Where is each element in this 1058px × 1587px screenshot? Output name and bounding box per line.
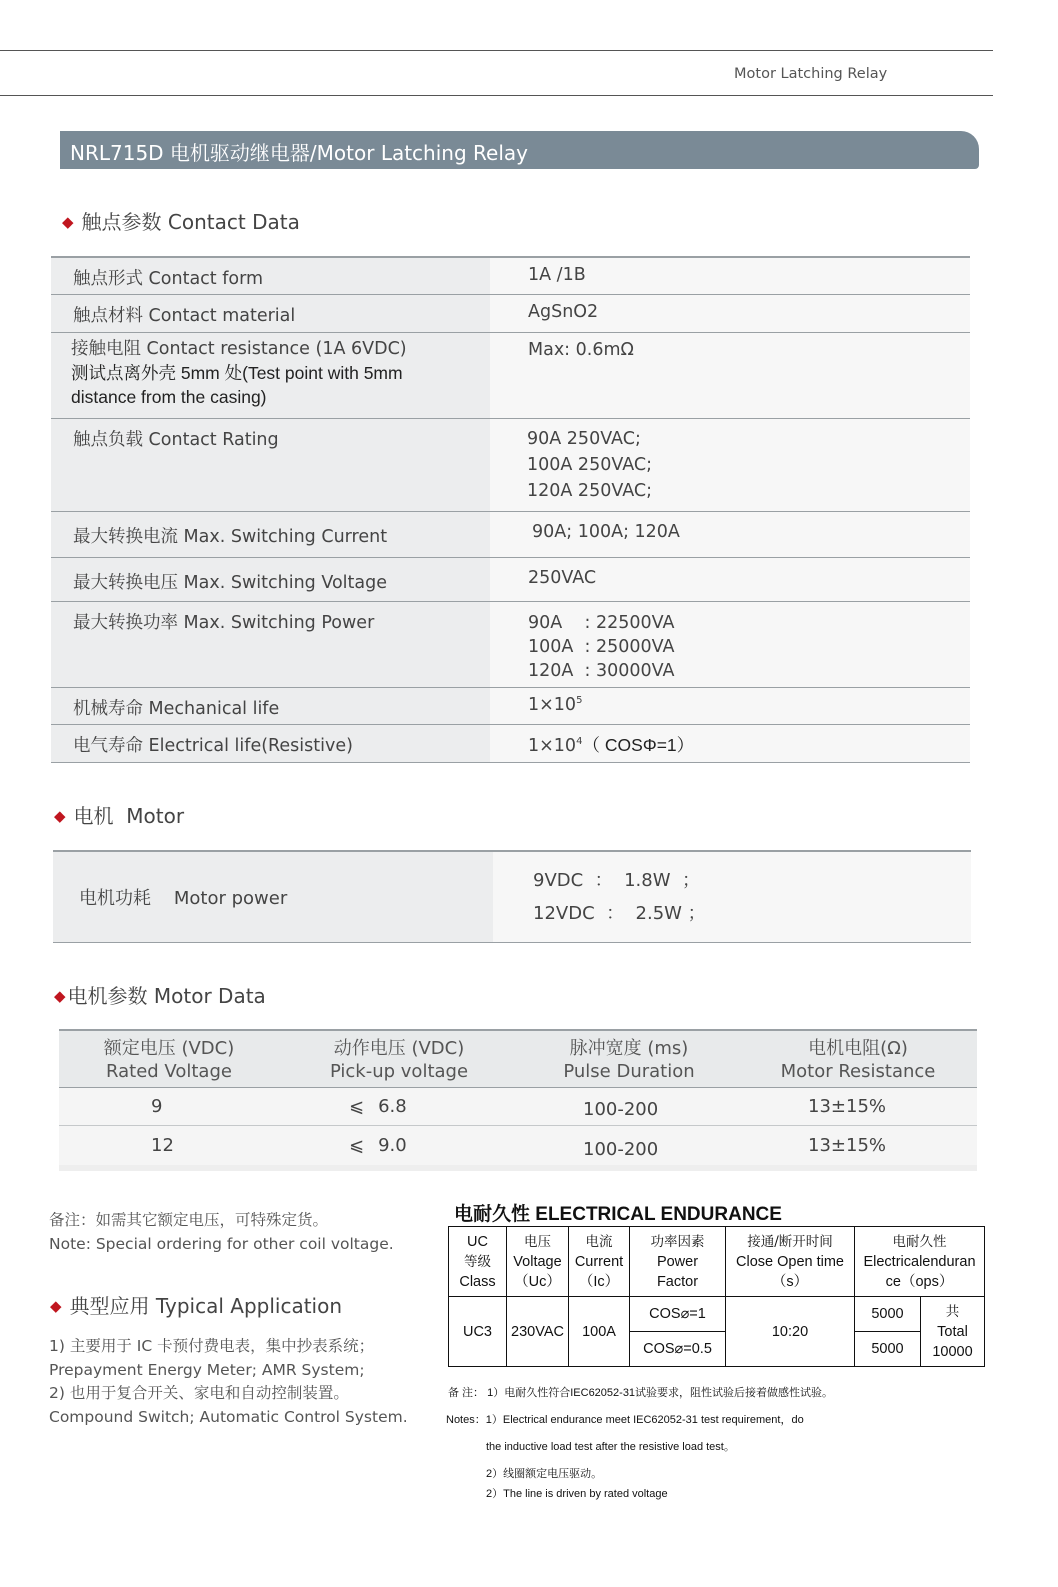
cell-pulse: 100-200: [519, 1126, 739, 1169]
header-uc: UC 等级 Class: [449, 1227, 507, 1297]
ee-note-cn-1: 备 注： 1）电耐久性符合IEC62052-31试验要求，阻性试验后接着做感性试验。: [448, 1387, 834, 1399]
row-key: 触点负载 Contact Rating: [51, 418, 490, 511]
cell-voltage: 230VAC: [507, 1297, 569, 1367]
table-row: [51, 418, 970, 511]
header-title: Motor Latching Relay: [734, 66, 888, 82]
ee-note-cn-2: 2）线圈额定电压驱动。: [486, 1468, 603, 1480]
header-pulse-duration: 脉冲宽度 (ms) Pulse Duration: [519, 1030, 739, 1088]
row-value: 9VDC ： 1.8W ； 12VDC ： 2.5W ；: [493, 851, 971, 943]
header-motor-resistance: 电机电阻(Ω) Motor Resistance: [739, 1030, 977, 1088]
header-rated-voltage: 额定电压 (VDC) Rated Voltage: [59, 1030, 279, 1088]
table-row: [59, 1126, 977, 1169]
cell-pf-1: COS⌀=1: [630, 1297, 726, 1332]
list-item: 2) 也用于复合开关、家电和自动控制装置。: [49, 1384, 349, 1402]
row-value: 90A : 22500VA 100A : 25000VA 120A : 30000VA: [490, 601, 970, 687]
contact-data-table: [51, 256, 970, 763]
table-row: [53, 851, 971, 943]
cell-rated: 9: [59, 1088, 279, 1126]
section-typical-application: ◆ 典型应用 Typical Application: [50, 1294, 343, 1318]
row-key: 最大转换功率 Max. Switching Power: [51, 601, 490, 687]
cell-resistance: 13±15%: [739, 1126, 977, 1169]
cell-pf-2: COS⌀=0.5: [630, 1332, 726, 1367]
row-key: 机械寿命 Mechanical life: [51, 687, 490, 724]
ee-note-en-1b: the inductive load test after the resistive load test。: [486, 1441, 735, 1453]
row-key: 最大转换电压 Max. Switching Voltage: [51, 557, 490, 601]
header-endurance: 电耐久性 Electricalenduran ce（ops）: [855, 1227, 985, 1297]
header-bottom-rule: [0, 95, 993, 96]
diamond-icon: ◆: [54, 807, 66, 825]
table-row: [51, 257, 970, 294]
header-top-rule: [0, 50, 993, 51]
electrical-endurance-table: [448, 1226, 985, 1367]
row-value: Max: 0.6mΩ: [490, 332, 970, 418]
section-contact-data: ◆ 触点参数 Contact Data: [62, 210, 300, 234]
cell-total: 共 Total 10000: [921, 1297, 985, 1367]
table-row: [59, 1088, 977, 1126]
banner-title: NRL715D 电机驱动继电器/Motor Latching Relay: [70, 141, 528, 165]
row-key: 最大转换电流 Max. Switching Current: [51, 511, 490, 557]
header-voltage: 电压 Voltage （Uc）: [507, 1227, 569, 1297]
list-item: Prepayment Energy Meter; AMR System;: [49, 1360, 365, 1379]
row-value: 1A /1B: [490, 257, 970, 294]
cell-time: 10:20: [726, 1297, 855, 1367]
table-row: [51, 687, 970, 724]
section-motor: ◆ 电机 Motor: [54, 804, 185, 828]
cell-ops-2: 5000: [855, 1332, 921, 1367]
cell-class: UC3: [449, 1297, 507, 1367]
diamond-icon: ◆: [50, 1297, 62, 1315]
row-value: 250VAC: [490, 557, 970, 601]
cell-rated: 12: [59, 1126, 279, 1169]
cell-pickup: ⩽ 6.8: [279, 1088, 519, 1126]
header-pickup-voltage: 动作电压 (VDC) Pick-up voltage: [279, 1030, 519, 1088]
cell-ops-1: 5000: [855, 1297, 921, 1332]
table-row: [51, 724, 970, 762]
section-motor-data: ◆ 电机参数 Motor Data: [54, 984, 266, 1008]
row-key: 触点材料 Contact material: [51, 294, 490, 332]
row-value: 90A; 100A; 120A: [490, 511, 970, 557]
row-value: 90A 250VAC; 100A 250VAC; 120A 250VAC;: [490, 418, 970, 511]
row-key: 电气寿命 Electrical life(Resistive): [51, 724, 490, 762]
table-header-row: [59, 1030, 977, 1088]
header-power-factor: 功率因素 Power Factor: [630, 1227, 726, 1297]
cell-current: 100A: [569, 1297, 630, 1367]
electrical-endurance-title: 电耐久性 ELECTRICAL ENDURANCE: [454, 1204, 782, 1225]
cell-pickup: ⩽ 9.0: [279, 1126, 519, 1169]
cell-resistance: 13±15%: [739, 1088, 977, 1126]
table-row: [51, 332, 970, 418]
row-key: 电机功耗 Motor power: [53, 851, 493, 943]
table-header-row: [449, 1227, 985, 1297]
ee-note-en-2: 2）The line is driven by rated voltage: [486, 1488, 668, 1500]
row-key: 触点形式 Contact form: [51, 257, 490, 294]
diamond-icon: ◆: [62, 213, 74, 231]
table-row: [51, 557, 970, 601]
ee-note-en-1: Notes：1）Electrical endurance meet IEC62052-31 test requirement，do: [446, 1414, 804, 1426]
table-row: [449, 1297, 985, 1332]
title-banner: [60, 131, 979, 169]
motor-table: [53, 850, 971, 943]
table-row: [51, 294, 970, 332]
motor-data-table: [59, 1029, 977, 1171]
row-key: 接触电阻 Contact resistance (1A 6VDC) 测试点离外壳 5mm 处(Test point with 5mm distance from the casing): [51, 332, 490, 418]
row-value: $1\times 10^4$（ COSΦ=1）: [490, 724, 970, 762]
list-item: Compound Switch; Automatic Control System.: [49, 1407, 408, 1426]
diamond-icon: ◆: [54, 987, 66, 1005]
row-value: AgSnO2: [490, 294, 970, 332]
note-block: 备注：如需其它额定电压，可特殊定货。 Note: Special ordering for other coil voltage.: [49, 1211, 394, 1253]
table-row: [51, 511, 970, 557]
row-value: $1\times 10^5$: [490, 687, 970, 724]
list-item: 1) 主要用于 IC 卡预付费电表，集中抄表系统；: [49, 1337, 375, 1355]
cell-pulse: 100-200: [519, 1088, 739, 1126]
typical-application-list: [49, 1335, 408, 1429]
header-current: 电流 Current （Ic）: [569, 1227, 630, 1297]
header-open-close-time: 接通/断开时间 Close Open time （s）: [726, 1227, 855, 1297]
table-row: [51, 601, 970, 687]
